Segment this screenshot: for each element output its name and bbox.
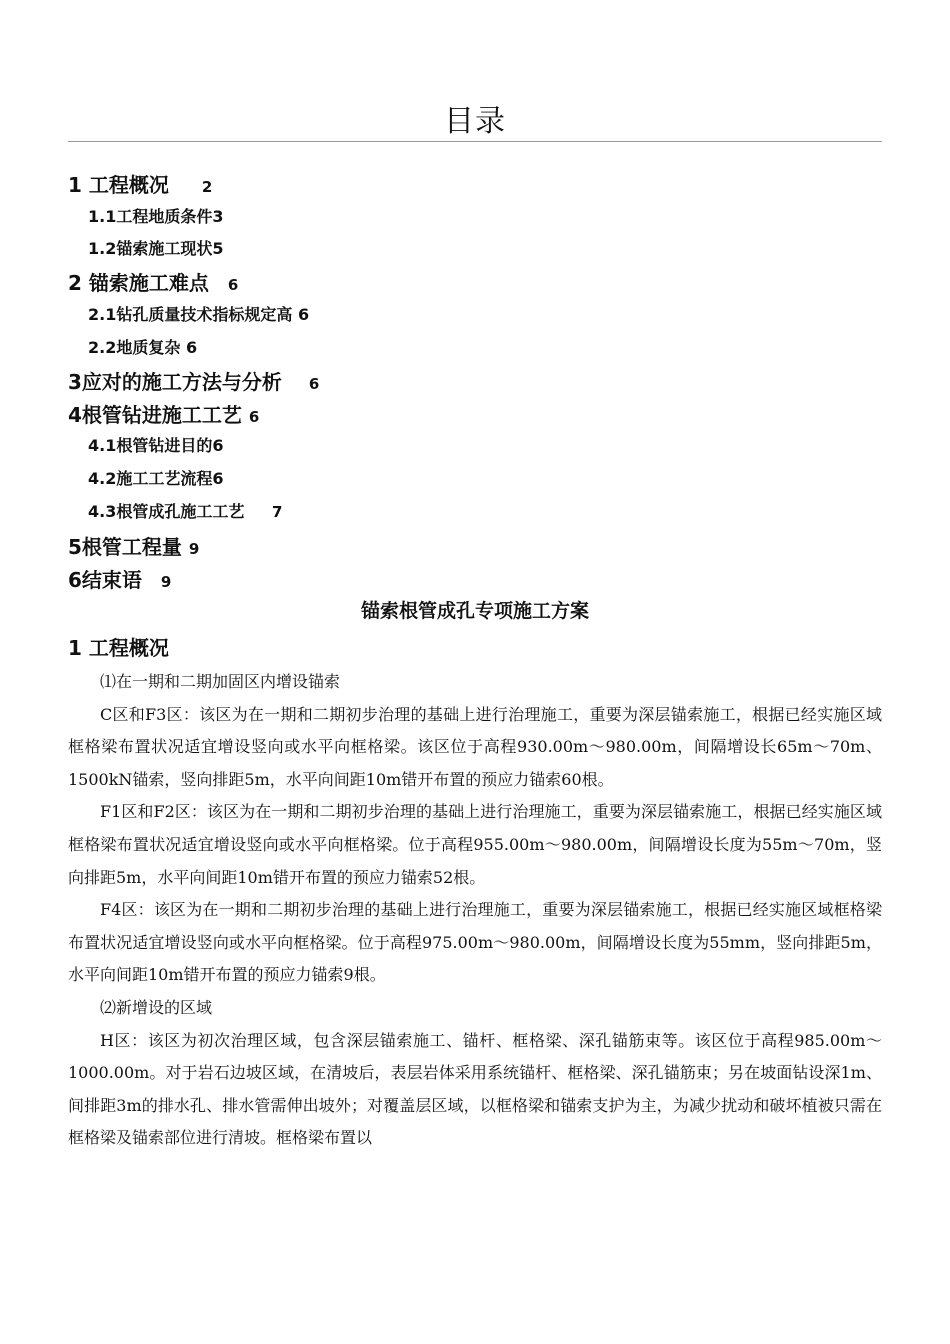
toc-entry-number: 2.1 xyxy=(88,305,117,324)
toc-entry[interactable] xyxy=(88,466,224,489)
toc-entry-page: 6 xyxy=(212,436,224,455)
toc-entry[interactable] xyxy=(88,433,224,456)
toc-entry[interactable] xyxy=(68,531,199,560)
toc-entry-page: 6 xyxy=(185,338,198,357)
document-title: 锚索根管成孔专项施工方案 xyxy=(360,600,589,622)
paragraph: H区：该区为初次治理区域，包含深层锚索施工、锚杆、框格梁、深孔锚筋束等。该区位于高程985.00m～1000.00m。对于岩石边坡区域，在清坡后，表层岩体采用系统锚杆、框格梁、深孔锚筋束；另在坡面钻设深1m、间排距3m的排水孔、排水管需伸出坡外；对覆盖层区域，以框格梁和锚索支护为主，为减少扰动和破坏植被只需在框格梁及锚索部位进行清坡。框格梁布置以 xyxy=(68,1030,882,1148)
toc-entry[interactable] xyxy=(88,499,282,522)
toc-entry[interactable] xyxy=(68,564,171,593)
toc-entry-number: 5 xyxy=(68,535,82,559)
toc-entry-number: 3 xyxy=(68,370,82,394)
toc-entry[interactable] xyxy=(88,236,224,259)
toc-entry-text: 根管钻进目的 xyxy=(116,436,213,455)
toc-entry-page: 5 xyxy=(212,239,224,258)
toc-entry-page: 6 xyxy=(227,276,239,294)
toc-entry-text: 工程概况 xyxy=(88,173,169,197)
toc-entry-number: 1 xyxy=(68,173,82,197)
toc-entry-page: 2 xyxy=(201,178,213,196)
toc-entry-text: 根管钻进施工工艺 xyxy=(81,403,242,427)
toc-entry-text: 地质复杂 xyxy=(116,338,181,357)
toc-entry-number: 6 xyxy=(68,568,82,592)
body-text xyxy=(68,666,882,1155)
toc-entry-number: 4.3 xyxy=(88,502,117,521)
toc-entry-number: 2.2 xyxy=(88,338,117,357)
toc-entry[interactable] xyxy=(88,302,309,325)
toc-entry-text: 根管工程量 xyxy=(81,535,182,559)
toc-entry[interactable] xyxy=(68,399,259,428)
toc-entry-number: 1.1 xyxy=(88,207,117,226)
toc-entry-page: 6 xyxy=(212,469,224,488)
toc-title: 目录 xyxy=(444,104,506,139)
toc-entry-text: 结束语 xyxy=(81,568,142,592)
paragraph: F1区和F2区：该区为在一期和二期初步治理的基础上进行治理施工，重要为深层锚索施工，根据已经实施区域框格梁布置状况适宜增设竖向或水平向框格梁。位于高程955.00m～980.00m，间隔增设长度为55m～70m，竖向排距5m，水平向间距10m错开布置的预应力锚索52根。 xyxy=(68,802,882,887)
toc-entry-number: 4 xyxy=(68,403,82,427)
toc-entry-text: 钻孔质量技术指标规定高 xyxy=(116,305,293,324)
toc-divider xyxy=(68,141,882,142)
toc-entry-number: 4.1 xyxy=(88,436,117,455)
paragraph: C区和F3区：该区为在一期和二期初步治理的基础上进行治理施工，重要为深层锚索施工，根据已经实施区域框格梁布置状况适宜增设竖向或水平向框格梁。该区位于高程930.00m～980.00m，间隔增设长65m～70m、1500kN锚索，竖向排距5m，水平向间距10m错开布置的预应力锚索60根。 xyxy=(68,704,882,789)
toc-entry-text: 根管成孔施工工艺 xyxy=(116,502,245,521)
toc-entry-text: 锚索施工难点 xyxy=(88,271,209,295)
toc-entry-number: 4.2 xyxy=(88,469,117,488)
toc-entry[interactable] xyxy=(88,204,224,227)
toc-entry-page: 6 xyxy=(248,408,260,426)
toc-entry-page: 6 xyxy=(297,305,310,324)
toc-entry-page: 3 xyxy=(212,207,224,226)
paragraph: ⑴在一期和二期加固区内增设锚索 xyxy=(100,672,341,691)
toc-entry-text: 锚索施工现状 xyxy=(116,239,213,258)
toc-entry-number: 1.2 xyxy=(88,239,117,258)
toc-entry-page: 6 xyxy=(308,375,320,393)
toc-entry-page: 9 xyxy=(160,573,172,591)
section-heading: 1 工程概况 xyxy=(68,636,169,660)
paragraph: F4区：该区为在一期和二期初步治理的基础上进行治理施工，重要为深层锚索施工，根据已经实施区域框格梁布置状况适宜增设竖向或水平向框格梁。位于高程975.00m～980.00m，间隔增设长度为55mm，竖向排距5m，水平向间距10m错开布置的预应力锚索9根。 xyxy=(68,900,882,985)
toc-entry[interactable] xyxy=(88,335,197,358)
toc-entry-text: 工程地质条件 xyxy=(116,207,213,226)
toc-entry[interactable] xyxy=(68,169,212,198)
toc-entry[interactable] xyxy=(68,267,238,296)
paragraph: ⑵新增设的区域 xyxy=(100,997,213,1017)
toc-entry-number: 2 xyxy=(68,271,82,295)
toc-entry-text: 应对的施工方法与分析 xyxy=(81,370,282,394)
toc-entry-page: 9 xyxy=(188,540,200,558)
toc-entry[interactable] xyxy=(68,366,319,395)
toc-entry-text: 施工工艺流程 xyxy=(116,469,213,488)
toc-entry-page: 7 xyxy=(271,503,283,521)
